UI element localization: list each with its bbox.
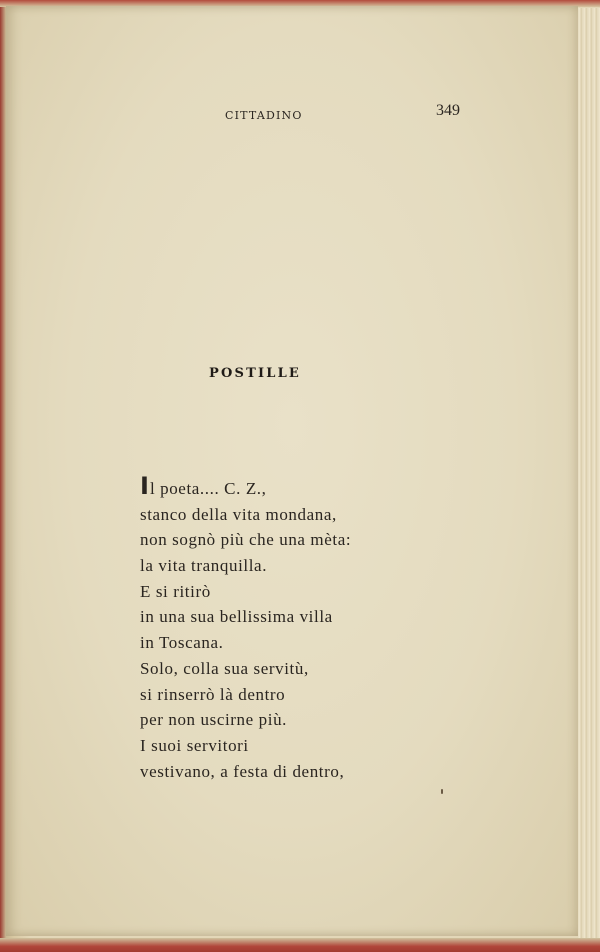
poem-body <box>140 472 440 784</box>
page-stack-edge <box>578 8 600 940</box>
drop-cap: I <box>140 472 149 500</box>
poem-line <box>140 472 440 502</box>
poem-line: vestivano, a festa di dentro, <box>140 761 345 781</box>
poem-line: E si ritirò <box>140 581 211 601</box>
poem-line: si rinserrò là dentro <box>140 684 286 704</box>
poem-line: stanco della vita mondana, <box>140 504 337 524</box>
book-bottom-edge <box>0 938 600 952</box>
poem-line: per non uscirne più. <box>140 710 288 730</box>
book-page <box>6 6 578 936</box>
poem-line: in Toscana. <box>140 633 224 653</box>
poem-line-text: l poeta.... C. Z., <box>149 479 267 498</box>
page-number: 349 <box>436 102 460 119</box>
poem-line: I suoi servitori <box>140 735 249 755</box>
poem-line: Solo, colla sua servitù, <box>140 658 309 678</box>
paper-speck <box>441 789 443 794</box>
poem-line: in una sua bellissima villa <box>140 607 333 627</box>
running-head: CITTADINO <box>225 109 303 122</box>
poem-line: la vita tranquilla. <box>140 556 268 576</box>
poem-line: non sognò più che una mèta: <box>140 530 352 550</box>
section-title: POSTILLE <box>209 366 302 381</box>
